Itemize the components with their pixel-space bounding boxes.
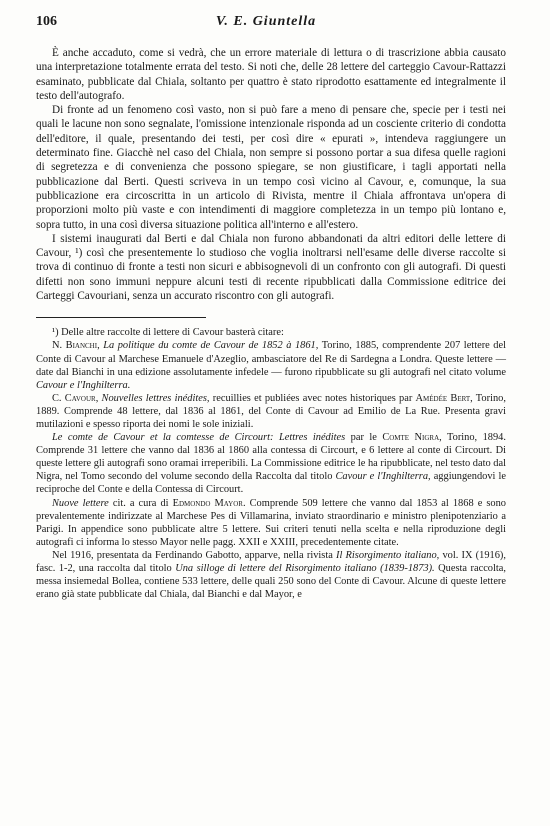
footnote-bianchi (36, 339, 506, 391)
footnote-text: par le (350, 432, 377, 444)
footnote-title: Nouvelles lettres inédites, (101, 392, 210, 404)
paragraph: I sistemi inaugurati dal Berti e dal Chiala non furono abbandonati da altri editori delle lettere di Cavour, ¹) così che presentemente lo studioso che voglia inoltrarsi nell'esame delle diverse raccolte si trova di continuo di fronte a testi non sicuri e abbisognevoli di un confronto con gli autografi. Di questi difetti non sono immuni neppure alcuni testi di recente ripubblicati dalla Commissione editrice dei Carteggi Cavouriani, senza un accurato riscontro con gli autografi. (36, 232, 506, 303)
footnote-text: vol. IX (1916), fasc. 1-2, una raccolta dal titolo (36, 549, 506, 575)
running-head: V. E. Giuntella (215, 14, 317, 29)
footnote-text: cit. a cura di (112, 497, 169, 509)
footnote-divider (36, 317, 206, 318)
footnote-text: Torino, 1894. Comprende 31 lettere che vanno dal 1836 al 1860 alla contessa di Circourt, e 6 lettere al conte di Circourt. Di queste lettere gli autografi sono oramai irreperibili. La Commissione editrice le ha ripubblicate, nel testo dato dal Nigra, nel Tomo secondo del volume secondo della Raccolta dal titolo (36, 432, 506, 483)
footnote-author: C. Cavour, (52, 392, 99, 404)
main-text (36, 46, 506, 303)
footnote-text: recuillies et publiées avec notes historiques par (212, 392, 413, 404)
footnote-ref: Cavour e l'Inghilterra. (36, 379, 131, 391)
paragraph: È anche accaduto, come si vedrà, che un errore materiale di lettura o di trascrizione abbia causato una interpretazione totalmente errata del testo. Si noti che, delle 28 lettere del carteggio Cavour-Rattazzi esaminato, pubblicate dal Chiala, soltanto per quattro è stato riprodotto esattamente ed integralmente il testo dell'autografo. (36, 47, 506, 102)
footnote-editor: Amédée Bert, (415, 392, 473, 404)
footnote-gabotto (36, 549, 506, 601)
footnote-circourt (36, 431, 506, 496)
footnote-title: La politique du comte de Cavour de 1852 à 1861, (103, 340, 319, 352)
footnote-title: Le comte de Cavour et la comtesse de Circourt: Lettres inédites (52, 432, 346, 444)
footnote-editor: Edmondo Mayor. (172, 497, 246, 509)
footnote-title: Una silloge di lettere del Risorgimento italiano (1839-1873). (175, 563, 435, 575)
page-number: 106 (36, 14, 57, 29)
footnote-journal: Il Risorgimento italiano, (336, 549, 440, 561)
footnote-editor: Comte Nigra, (382, 432, 442, 444)
footnote-text: Questa raccolta, messa insiemedal Bollea, contiene 533 lettere, delle quali 250 sono del Conte di Cavour. Alcune di queste lettere erano già state pubblicate dal Chiala, dal Bianchi e dal Mayor, e (36, 563, 506, 601)
footnote-text: Comprende 509 lettere che vanno dal 1853 al 1868 e sono prevalentemente indirizzate al Marchese Pes di Villamarina, inviato straordinario e ministro plenipotenziario a Parigi. In appendice sono pubblicate altre 5 lettere. Sui criteri tenuti nella scelta e nella riproduzione degli autografi ci informa lo stesso Mayor nelle pagg. XXII e XXIII, precedentemente citate. (36, 497, 506, 548)
footnote-intro: ¹) Delle altre raccolte di lettere di Cavour basterà citare: (52, 327, 284, 339)
footnote-mayor (36, 497, 506, 549)
footnote-text: aggiungendovi le reciproche del Conte e della Contessa di Circourt. (36, 471, 506, 496)
footnote-text: Nel 1916, presentata da Ferdinando Gabotto, apparve, nella rivista (52, 549, 333, 561)
footnote-text: Torino, 1889. Comprende 48 lettere, dal 1836 al 1861, del Conte di Cavour ad Emilio de La Rue. Presenta gravi mutilazioni e spesso riporta dei nomi le sole iniziali. (36, 392, 506, 430)
footnote-author: N. Bianchi, (52, 340, 100, 352)
paragraph: Di fronte ad un fenomeno così vasto, non si può fare a meno di pensare che, specie per i testi nei quali le lacune non sono segnalate, l'omissione intenzionale risponda ad un cosciente criterio di condotta dell'editore, il quale, presentando dei testi, per così dire « epurati », intendeva raggiungere un determinato fine. Giacchè nel caso del Chiala, non sempre si possono portar a sua difesa quelle ragioni di segretezza e di convenienza che possono spiegare, se non giustificare, i tagli apportati nella pubblicazione dal Berti. Questi scriveva in un tempo così vicino al Cavour, e, comunque, la sua pubblicazione era circoscritta in un articolo di Rivista, mentre il Chiala affrontava un'opera di proporzioni molto più vaste e con intendimenti di maggiore completezza in un tempo più lontano e, sopra tutto, in una così diversa situazione politica all'interno e all'estero. (36, 104, 506, 231)
footnote-text: Torino, 1885, comprendente 207 lettere del Conte di Cavour al Marchese Emanuele d'Azeglio, ambasciatore del Re di Sardegna a Londra. Queste lettere — date dal Bianchi in una edizione assolutamente infedele — furono ripubblicate su gli autografi nel citato volume (36, 340, 506, 378)
footnote-ref: Cavour e l'Inghilterra, (335, 471, 431, 483)
footnote-title: Nuove lettere (52, 497, 109, 509)
page-header (36, 14, 506, 40)
footnote-cavour (36, 392, 506, 431)
footnotes (36, 326, 506, 601)
